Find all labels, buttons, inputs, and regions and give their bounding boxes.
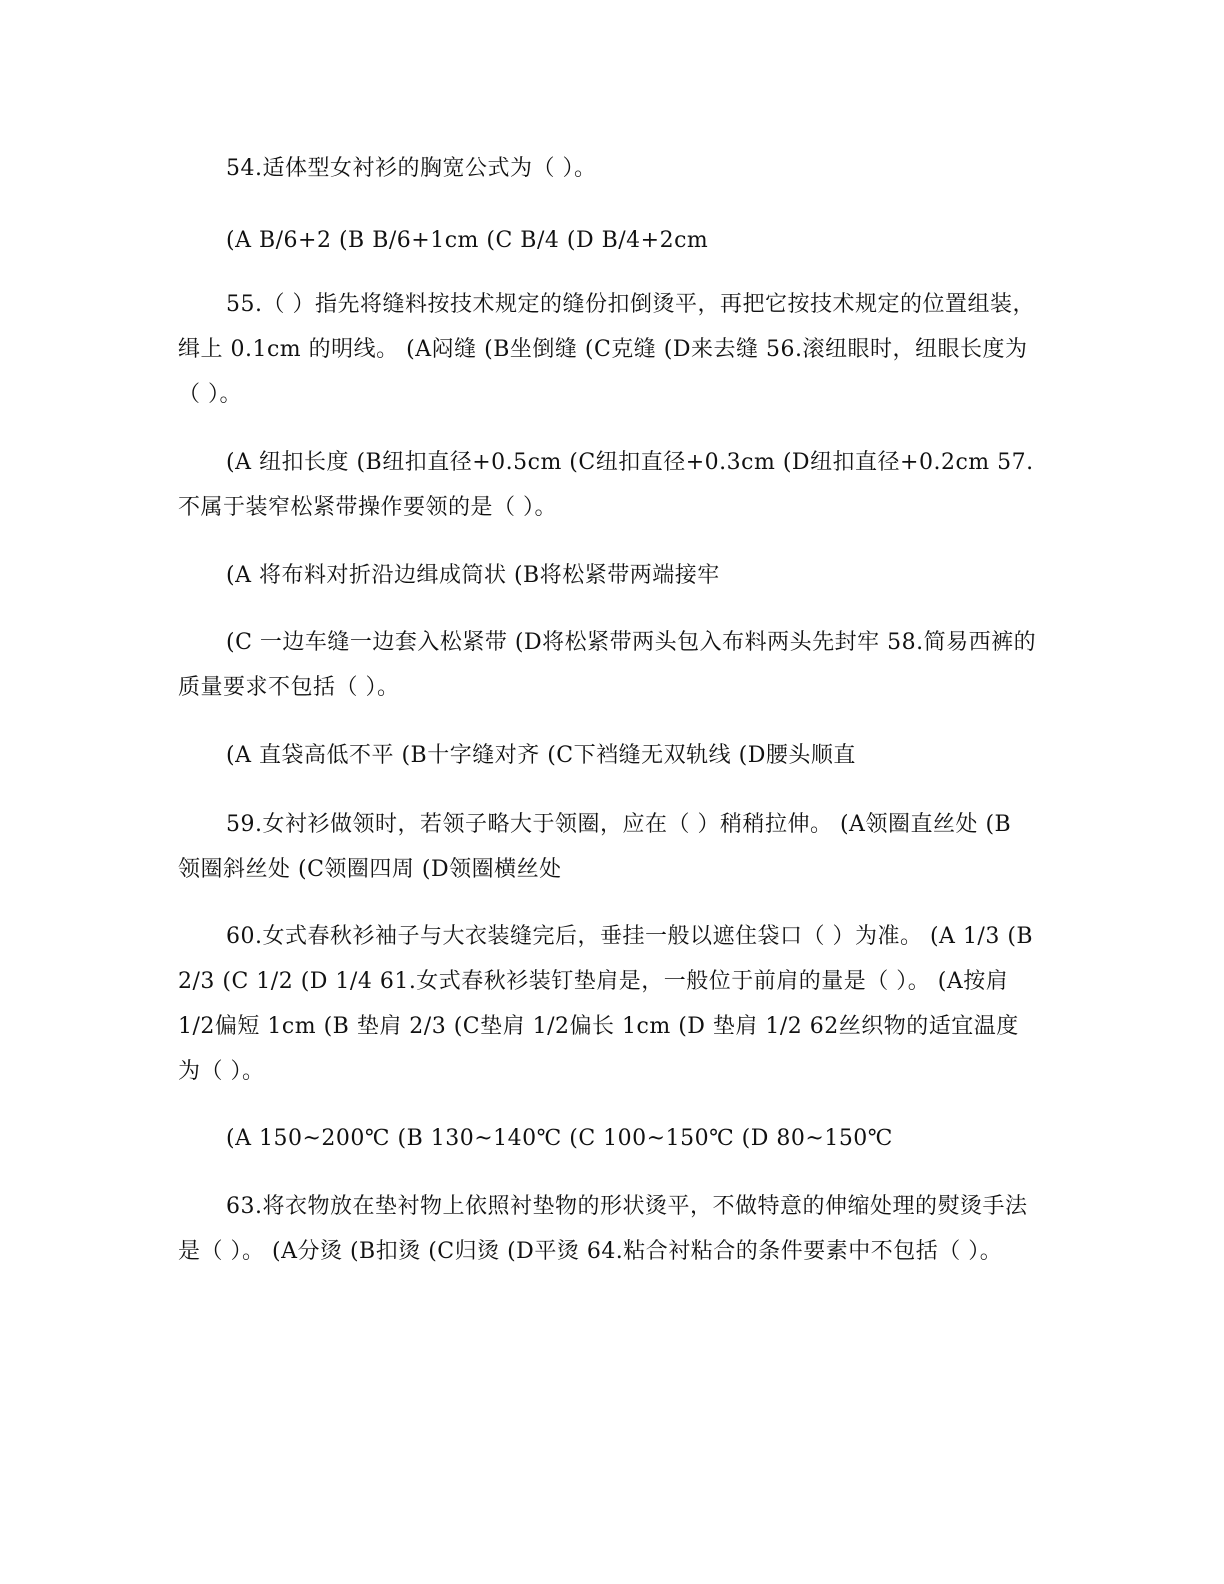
question-60-62: 60.女式春秋衫袖子与大衣装缝完后，垂挂一般以遮住袋口（ ）为准。 (A 1/3 (B 2/3 (C 1/2 (D 1/4 61.女式春秋衫装钉垫肩是，一般位于前肩的量是（ ）。 (A按肩 1/2偏短 1cm (B 垫肩 2/3 (C垫肩 1/2偏长 1cm (D 垫肩 1/2 62丝织物的适宜温度为（ ）。 xyxy=(178,924,1034,1084)
question-63-64: 63.将衣物放在垫衬物上依照衬垫物的形状烫平，不做特意的伸缩处理的熨烫手法是（ ）。 (A分烫 (B扣烫 (C归烫 (D平烫 64.粘合衬粘合的条件要素中不包括（ ）。 xyxy=(178,1194,1028,1264)
question-54: 54.适体型女衬衫的胸宽公式为（ ）。 xyxy=(226,156,597,181)
options-57-c-d-question-58: (C 一边车缝一边套入松紧带 (D将松紧带两头包入布料两头先封牢 58.简易西裤的质量要求不包括（ ）。 xyxy=(178,630,1037,700)
options-57-a-b: (A 将布料对折沿边缉成筒状 (B将松紧带两端接牢 xyxy=(226,563,720,588)
options-54: (A B/6+2 (B B/6+1cm (C B/4 (D B/4+2cm xyxy=(226,228,709,253)
options-56-question-57: (A 纽扣长度 (B纽扣直径+0.5cm (C纽扣直径+0.3cm (D纽扣直径+0.2cm 57.不属于装窄松紧带操作要领的是（ ）。 xyxy=(178,450,1034,520)
question-55-56: 55.（ ）指先将缝料按技术规定的缝份扣倒烫平，再把它按技术规定的位置组装，缉上 0.1cm 的明线。 (A闷缝 (B坐倒缝 (C克缝 (D来去缝 56.滚纽眼时，纽眼长度为（ ）。 xyxy=(178,292,1035,407)
question-59: 59.女衬衫做领时，若领子略大于领圈，应在（ ）稍稍拉伸。 (A领圈直丝处 (B 领圈斜丝处 (C领圈四周 (D领圈横丝处 xyxy=(178,812,1012,882)
options-62: (A 150~200℃ (B 130~140℃ (C 100~150℃ (D 80~150℃ xyxy=(226,1126,893,1151)
options-58: (A 直袋高低不平 (B十字缝对齐 (C下裆缝无双轨线 (D腰头顺直 xyxy=(226,743,856,768)
